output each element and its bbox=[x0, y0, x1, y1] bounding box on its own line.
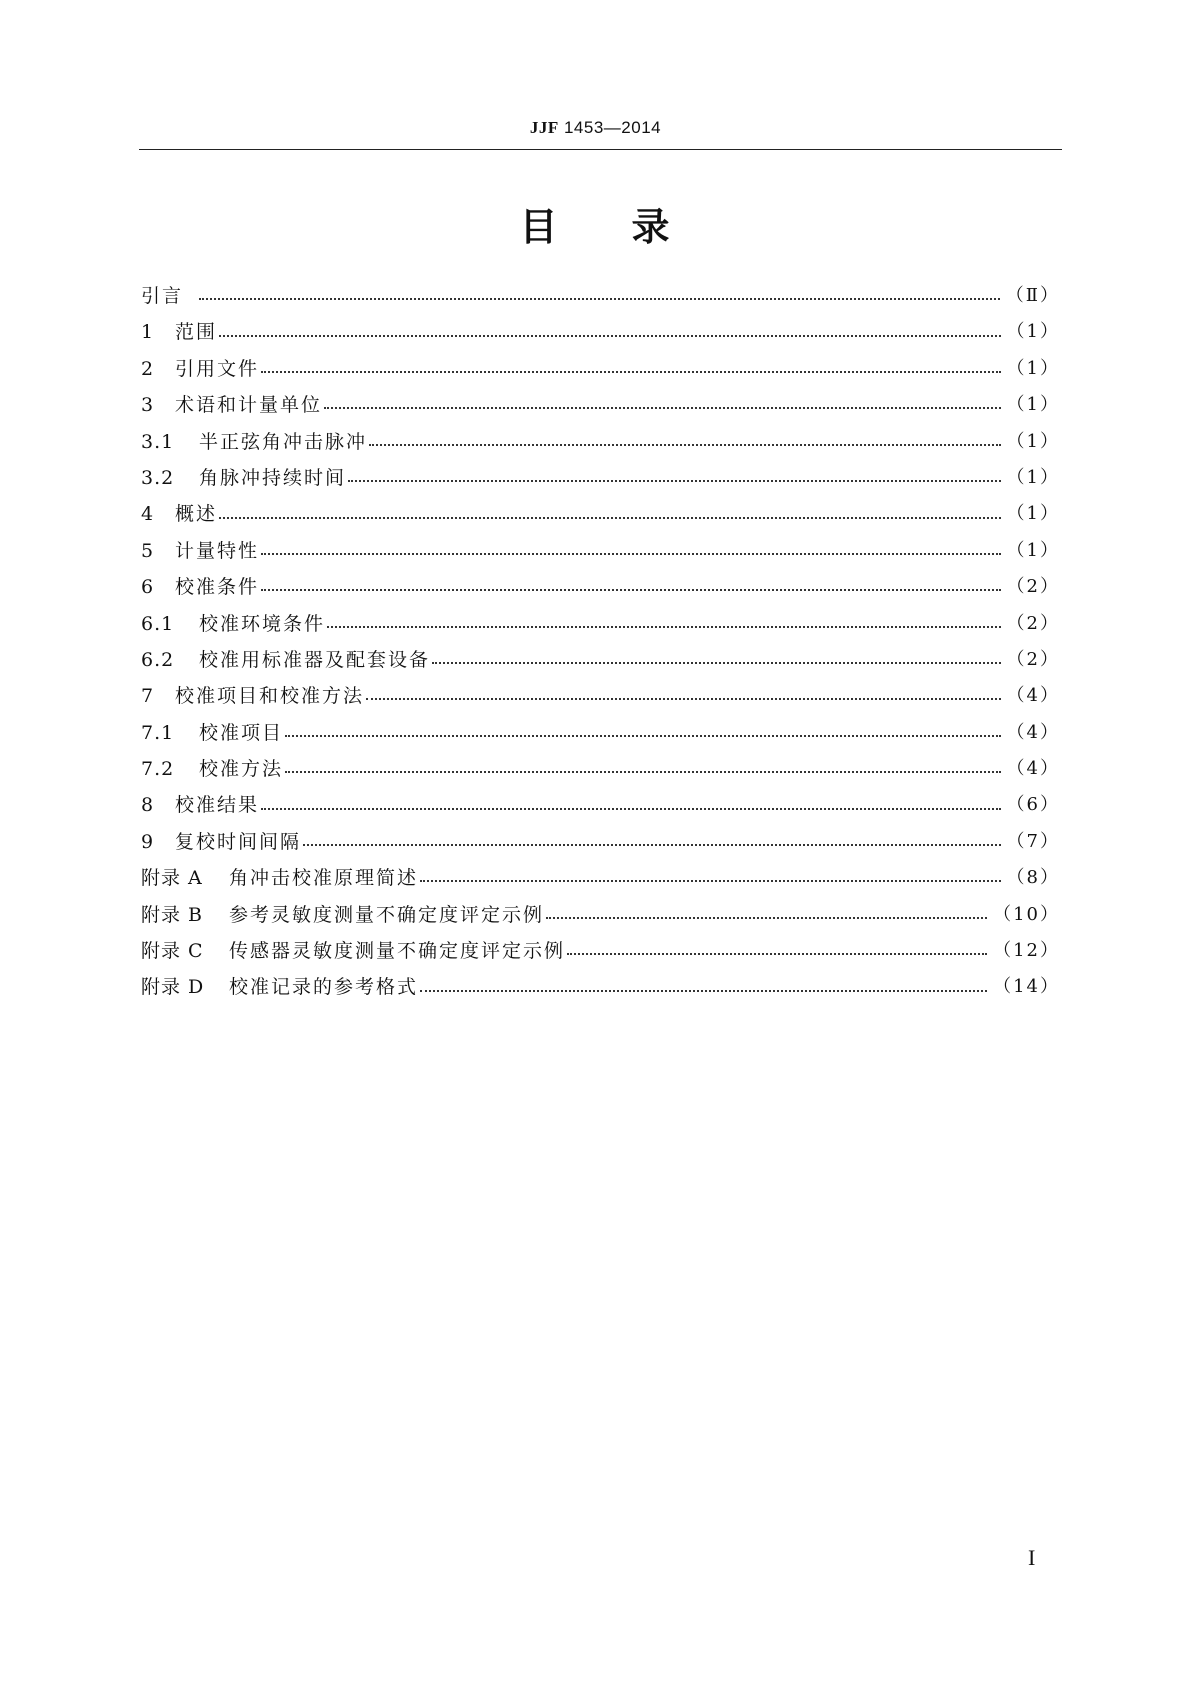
toc-entry-number: 3.2 bbox=[141, 466, 175, 489]
toc-dot-leader bbox=[327, 620, 1001, 628]
toc-entry-number: 附录 B bbox=[141, 903, 204, 926]
page-title-right: 录 bbox=[631, 205, 672, 249]
toc-entry-title: 传感器灵敏度测量不确定度评定示例 bbox=[229, 940, 566, 963]
toc-entry-title: 校准方法 bbox=[199, 758, 284, 781]
toc-entry-page: （1） bbox=[1006, 357, 1060, 379]
standard-code-prefix: JJF bbox=[529, 118, 559, 137]
toc-entry-number: 3 bbox=[141, 394, 155, 417]
toc-dot-leader bbox=[366, 692, 1001, 700]
toc-entry-number: 7 bbox=[141, 685, 155, 708]
toc-entry-number: 9 bbox=[141, 830, 155, 853]
toc-entry-page: （2） bbox=[1006, 576, 1060, 598]
toc-entry-number: 1 bbox=[141, 321, 155, 344]
toc-entry[interactable] bbox=[141, 278, 1060, 314]
toc-entry-title: 范围 bbox=[175, 321, 218, 344]
toc-entry-page: （8） bbox=[1006, 867, 1060, 889]
toc-entry-title: 概述 bbox=[175, 503, 218, 526]
toc-entry-page: （1） bbox=[1006, 503, 1060, 525]
toc-entry[interactable] bbox=[141, 933, 1060, 969]
toc-entry[interactable] bbox=[141, 860, 1060, 896]
toc-entry-page: （14） bbox=[993, 976, 1060, 998]
toc-entry-title: 角冲击校准原理简述 bbox=[229, 867, 419, 890]
toc-entry-number: 8 bbox=[141, 794, 155, 817]
toc-entry[interactable] bbox=[141, 496, 1060, 532]
toc-dot-leader bbox=[219, 329, 1001, 337]
toc-entry-title: 半正弦角冲击脉冲 bbox=[199, 430, 368, 453]
toc-entry[interactable] bbox=[141, 897, 1060, 933]
toc-entry-number: 附录 D bbox=[141, 976, 205, 999]
toc-dot-leader bbox=[261, 547, 1001, 555]
toc-entry-title: 参考灵敏度测量不确定度评定示例 bbox=[229, 903, 545, 926]
page-number: I bbox=[1028, 1545, 1036, 1570]
toc-entry-page: （1） bbox=[1006, 394, 1060, 416]
toc-dot-leader bbox=[546, 911, 987, 919]
toc-entry-page: （6） bbox=[1006, 794, 1060, 816]
toc-entry-title: 复校时间间隔 bbox=[175, 830, 302, 853]
toc-dot-leader bbox=[420, 984, 987, 992]
toc-entry-number: 5 bbox=[141, 539, 155, 562]
toc-entry-page: （10） bbox=[993, 903, 1060, 925]
toc-dot-leader bbox=[261, 802, 1001, 810]
toc-entry[interactable] bbox=[141, 460, 1060, 496]
toc-entry-title: 校准条件 bbox=[175, 576, 260, 599]
toc-entry-number: 6.1 bbox=[141, 612, 175, 635]
toc-entry-number: 6 bbox=[141, 576, 155, 599]
toc-entry[interactable] bbox=[141, 787, 1060, 823]
toc-entry[interactable] bbox=[141, 642, 1060, 678]
toc-entry[interactable] bbox=[141, 606, 1060, 642]
toc-dot-leader bbox=[303, 838, 1001, 846]
toc-dot-leader bbox=[261, 583, 1001, 591]
toc-entry-number: 7.2 bbox=[141, 758, 175, 781]
toc-entry[interactable] bbox=[141, 751, 1060, 787]
table-of-contents bbox=[141, 278, 1060, 1006]
toc-entry-page: （7） bbox=[1006, 830, 1060, 852]
toc-entry-number: 2 bbox=[141, 357, 155, 380]
toc-entry-number: 4 bbox=[141, 503, 155, 526]
toc-entry-page: （4） bbox=[1006, 721, 1060, 743]
toc-entry-page: （2） bbox=[1006, 612, 1060, 634]
toc-entry-number: 6.2 bbox=[141, 648, 175, 671]
toc-entry-page: （1） bbox=[1006, 430, 1060, 452]
toc-dot-leader bbox=[285, 729, 1001, 737]
toc-entry-page: （1） bbox=[1006, 321, 1060, 343]
toc-dot-leader bbox=[432, 656, 1001, 664]
toc-entry-page: （4） bbox=[1006, 685, 1060, 707]
toc-entry[interactable] bbox=[141, 824, 1060, 860]
toc-entry-title: 校准项目 bbox=[199, 721, 284, 744]
toc-entry-page: （2） bbox=[1006, 648, 1060, 670]
toc-entry[interactable] bbox=[141, 424, 1060, 460]
toc-entry-title: 引言 bbox=[141, 285, 184, 307]
toc-entry-page: （4） bbox=[1006, 758, 1060, 780]
toc-entry-title: 角脉冲持续时间 bbox=[199, 466, 347, 489]
document-header bbox=[0, 118, 1191, 138]
toc-entry[interactable] bbox=[141, 351, 1060, 387]
toc-dot-leader bbox=[199, 292, 1000, 300]
toc-dot-leader bbox=[261, 365, 1001, 373]
toc-entry[interactable] bbox=[141, 678, 1060, 714]
toc-entry-title: 校准环境条件 bbox=[199, 612, 326, 635]
toc-entry[interactable] bbox=[141, 569, 1060, 605]
toc-entry[interactable] bbox=[141, 387, 1060, 423]
toc-entry-page: （Ⅱ） bbox=[1005, 285, 1060, 306]
toc-entry-page: （1） bbox=[1006, 466, 1060, 488]
toc-dot-leader bbox=[348, 474, 1001, 482]
toc-entry-title: 术语和计量单位 bbox=[175, 394, 323, 417]
toc-entry[interactable] bbox=[141, 715, 1060, 751]
toc-entry-number: 附录 C bbox=[141, 940, 204, 963]
toc-entry-page: （1） bbox=[1006, 539, 1060, 561]
header-rule bbox=[139, 149, 1062, 150]
toc-entry-number: 3.1 bbox=[141, 430, 175, 453]
toc-entry-title: 计量特性 bbox=[175, 539, 260, 562]
toc-entry-title: 校准结果 bbox=[175, 794, 260, 817]
toc-entry-page: （12） bbox=[993, 940, 1060, 962]
toc-dot-leader bbox=[369, 438, 1001, 446]
toc-entry-number: 7.1 bbox=[141, 721, 175, 744]
toc-dot-leader bbox=[219, 511, 1001, 519]
toc-dot-leader bbox=[285, 765, 1001, 773]
toc-dot-leader bbox=[324, 401, 1001, 409]
toc-dot-leader bbox=[567, 947, 987, 955]
toc-entry-title: 校准记录的参考格式 bbox=[229, 976, 419, 999]
toc-dot-leader bbox=[420, 874, 1001, 882]
toc-entry[interactable] bbox=[141, 533, 1060, 569]
page-title-left: 目 bbox=[519, 205, 560, 249]
toc-entry[interactable] bbox=[141, 314, 1060, 350]
toc-entry-title: 引用文件 bbox=[175, 357, 260, 380]
standard-code-number: 1453—2014 bbox=[558, 118, 662, 137]
page-title bbox=[0, 196, 1191, 251]
toc-entry[interactable] bbox=[141, 969, 1060, 1005]
toc-entry-number: 附录 A bbox=[141, 867, 203, 890]
toc-entry-title: 校准项目和校准方法 bbox=[175, 685, 365, 708]
toc-entry-title: 校准用标准器及配套设备 bbox=[199, 648, 431, 671]
